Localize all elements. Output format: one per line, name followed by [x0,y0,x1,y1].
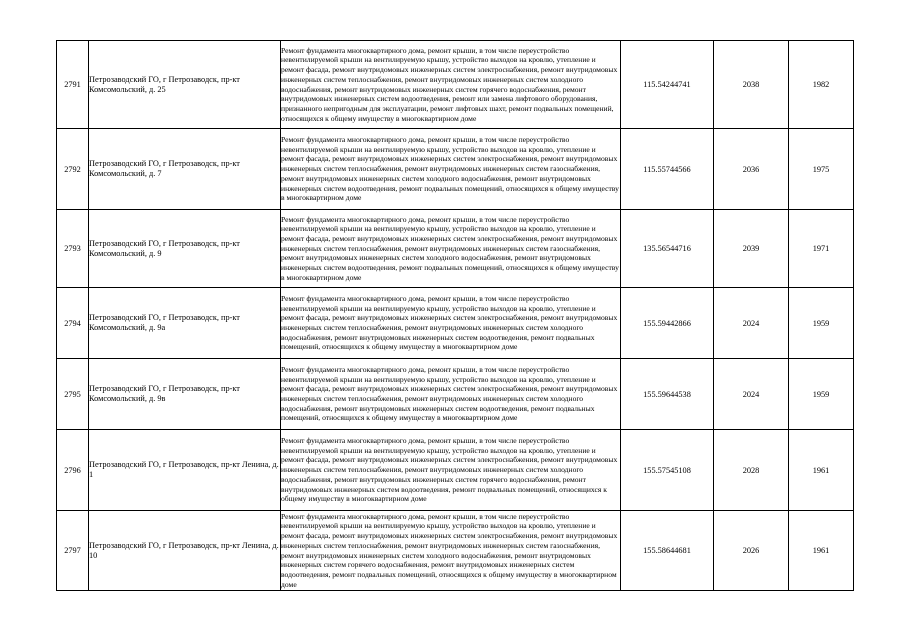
works-text: Ремонт фундамента многоквартирного дома, ремонт крыши, в том числе переустройство невентилируемой крыши на вентилируемую крышу, устройство выходов на кровлю, утепление и ремонт фасада, ремонт внутридомовых инженерных систем электроснабжения, ремонт внутридомовых инженерных систем теплоснабжения, ремонт внутридомовых инженерных систем газоснабжения, ремонт внутридомовых инженерных систем холодного водоснабжения, ремонт внутридомовых инженерных систем горячего водоснабжения, ремонт внутридомовых инженерных систем водоотведения, ремонт подвальных помещений, относящихся к общему имуществу в многоквартирном доме [281,511,618,589]
table-row [57,288,854,359]
works-cell [281,210,621,288]
cost-cell: 115.55744566 [621,129,714,210]
planned-year-cell: 2026 [714,511,789,591]
row-number: 2792 [57,129,89,210]
works-cell [281,41,621,129]
works-text: Ремонт фундамента многоквартирного дома, ремонт крыши, в том числе переустройство невентилируемой крыши на вентилируемую крышу, устройство выходов на кровлю, утепление и ремонт фасада, ремонт внутридомовых инженерных систем электроснабжения, ремонт внутридомовых инженерных систем теплоснабжения, ремонт внутридомовых инженерных систем холодного водоснабжения, ремонт внутридомовых инженерных систем горячего водоснабжения, ремонт внутридомовых инженерных систем водоотведения, ремонт подвальных помещений, относящихся к общему имуществу в многоквартирном доме [281,436,618,504]
cost-cell: 155.58644681 [621,511,714,591]
planned-year-cell: 2024 [714,359,789,430]
planned-year-cell: 2024 [714,288,789,359]
works-cell [281,288,621,359]
table-row [57,430,854,511]
table-row [57,359,854,430]
table-row [57,129,854,210]
table-row [57,41,854,129]
planned-year-cell: 2028 [714,430,789,511]
build-year-cell: 1975 [789,129,854,210]
address-cell: Петрозаводский ГО, г Петрозаводск, пр-кт Ленина, д. 10 [89,511,281,591]
address-cell: Петрозаводский ГО, г Петрозаводск, пр-кт Ленина, д. 1 [89,430,281,511]
works-text: Ремонт фундамента многоквартирного дома, ремонт крыши, в том числе переустройство невентилируемой крыши на вентилируемую крышу, устройство выходов на кровлю, утепление и ремонт фасада, ремонт внутридомовых инженерных систем электроснабжения, ремонт внутридомовых инженерных систем теплоснабжения, ремонт внутридомовых инженерных систем холодного водоснабжения, ремонт внутридомовых инженерных систем горячего водоснабжения, ремонт внутридомовых инженерных систем водоотведения, ремонт или замена лифтового оборудования, признанного непригодным для эксплуатации, ремонт лифтовых шахт, ремонт подвальных помещений, относящихся к общему имуществу в многоквартирном доме [281,45,618,123]
works-cell [281,430,621,511]
build-year-cell: 1961 [789,511,854,591]
repair-register-table [56,40,854,591]
works-text: Ремонт фундамента многоквартирного дома, ремонт крыши, в том числе переустройство невентилируемой крыши на вентилируемую крышу, устройство выходов на кровлю, утепление и ремонт фасада, ремонт внутридомовых инженерных систем электроснабжения, ремонт внутридомовых инженерных систем теплоснабжения, ремонт внутридомовых инженерных систем холодного водоснабжения, ремонт внутридомовых инженерных систем водоотведения, ремонт подвальных помещений, относящихся к общему имуществу в многоквартирном доме [281,364,618,423]
build-year-cell: 1959 [789,288,854,359]
row-number: 2795 [57,359,89,430]
works-cell [281,511,621,591]
cost-cell: 135.56544716 [621,210,714,288]
build-year-cell: 1961 [789,430,854,511]
row-number: 2791 [57,41,89,129]
address-cell: Петрозаводский ГО, г Петрозаводск, пр-кт Комсомольский, д. 9в [89,359,281,430]
cost-cell: 115.54244741 [621,41,714,129]
works-text: Ремонт фундамента многоквартирного дома, ремонт крыши, в том числе переустройство невентилируемой крыши на вентилируемую крышу, устройство выходов на кровлю, утепление и ремонт фасада, ремонт внутридомовых инженерных систем электроснабжения, ремонт внутридомовых инженерных систем теплоснабжения, ремонт внутридомовых инженерных систем газоснабжения, ремонт внутридомовых инженерных систем холодного водоснабжения, ремонт внутридомовых инженерных систем водоотведения, ремонт подвальных помещений, относящихся к общему имуществу в многоквартирном доме [281,214,619,282]
row-number: 2793 [57,210,89,288]
works-cell [281,129,621,210]
works-text: Ремонт фундамента многоквартирного дома, ремонт крыши, в том числе переустройство невентилируемой крыши на вентилируемую крышу, устройство выходов на кровлю, утепление и ремонт фасада, ремонт внутридомовых инженерных систем электроснабжения, ремонт внутридомовых инженерных систем теплоснабжения, ремонт внутридомовых инженерных систем газоснабжения, ремонт внутридомовых инженерных систем холодного водоснабжения, ремонт внутридомовых инженерных систем водоотведения, ремонт подвальных помещений, относящихся к общему имуществу в многоквартирном доме [281,135,619,203]
cost-cell: 155.59442866 [621,288,714,359]
planned-year-cell: 2039 [714,210,789,288]
planned-year-cell: 2036 [714,129,789,210]
build-year-cell: 1959 [789,359,854,430]
row-number: 2794 [57,288,89,359]
row-number: 2797 [57,511,89,591]
address-cell: Петрозаводский ГО, г Петрозаводск, пр-кт Комсомольский, д. 25 [89,41,281,129]
works-text: Ремонт фундамента многоквартирного дома, ремонт крыши, в том числе переустройство невентилируемой крыши на вентилируемую крышу, устройство выходов на кровлю, утепление и ремонт фасада, ремонт внутридомовых инженерных систем электроснабжения, ремонт внутридомовых инженерных систем теплоснабжения, ремонт внутридомовых инженерных систем холодного водоснабжения, ремонт внутридомовых инженерных систем водоотведения, ремонт подвальных помещений, относящихся к общему имуществу в многоквартирном доме [281,293,618,352]
build-year-cell: 1971 [789,210,854,288]
works-cell [281,359,621,430]
planned-year-cell: 2038 [714,41,789,129]
build-year-cell: 1982 [789,41,854,129]
cost-cell: 155.57545108 [621,430,714,511]
address-cell: Петрозаводский ГО, г Петрозаводск, пр-кт Комсомольский, д. 9 [89,210,281,288]
table-row [57,511,854,591]
table-row [57,210,854,288]
address-cell: Петрозаводский ГО, г Петрозаводск, пр-кт Комсомольский, д. 7 [89,129,281,210]
row-number: 2796 [57,430,89,511]
cost-cell: 155.59644538 [621,359,714,430]
address-cell: Петрозаводский ГО, г Петрозаводск, пр-кт Комсомольский, д. 9а [89,288,281,359]
